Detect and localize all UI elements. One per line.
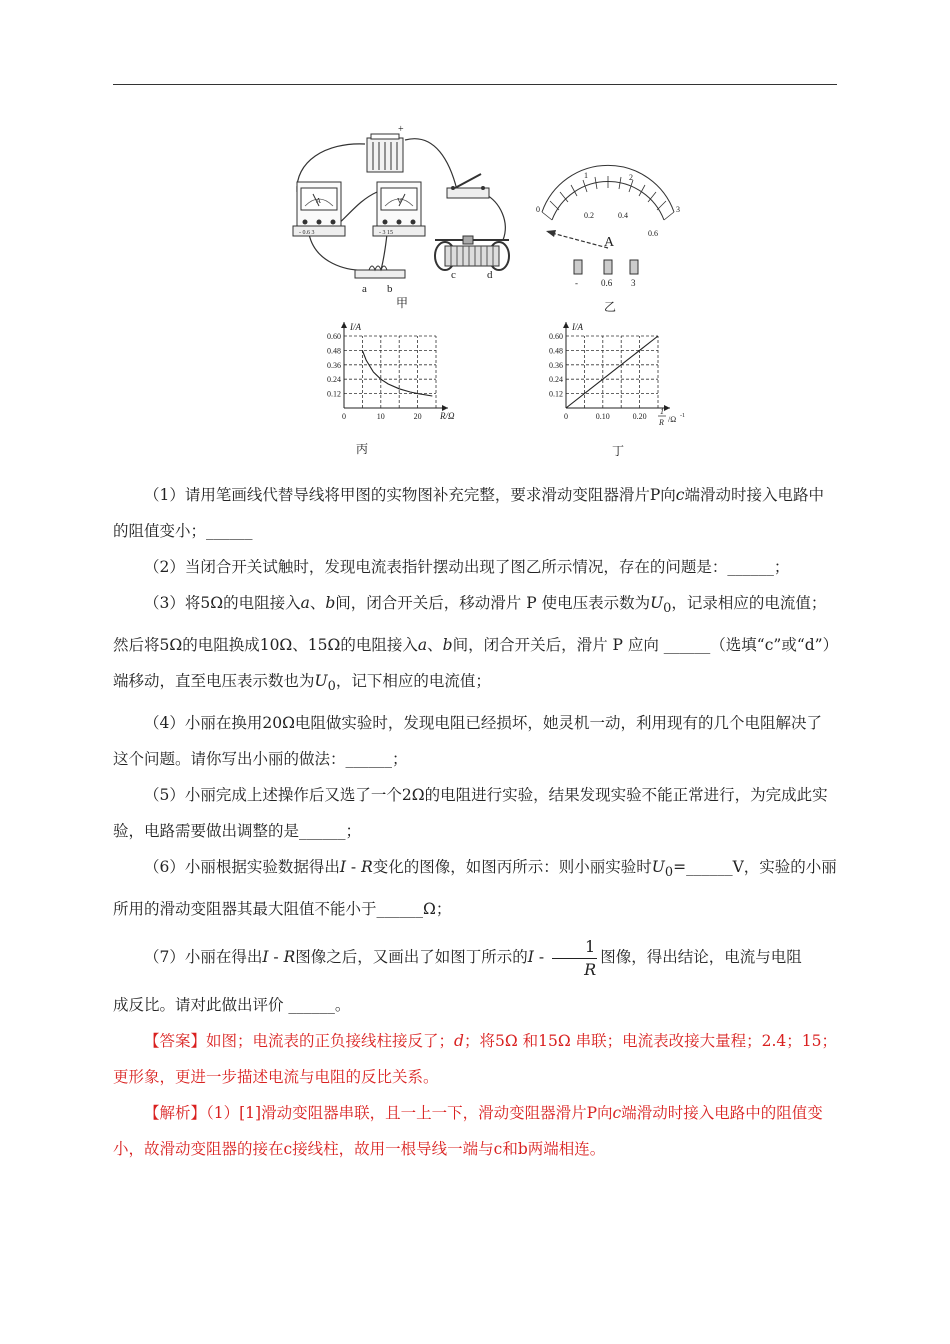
y-tick-label: 0.24 bbox=[327, 375, 341, 385]
battery-plus-label: + bbox=[398, 124, 404, 135]
series-line bbox=[566, 336, 658, 408]
x-tick-label: 10 bbox=[376, 412, 385, 421]
x-axis-label-sup: -1 bbox=[680, 413, 685, 419]
ammeter-terminal-labels: - 0.6 3 bbox=[299, 230, 315, 236]
dial-bottom-02: 0.2 bbox=[584, 211, 594, 220]
analysis-label: 【解析】 bbox=[144, 1104, 207, 1123]
terminal-label-neg: - bbox=[575, 278, 578, 288]
question-5: （5）小丽完成上述操作后又选了一个2Ω的电阻进行实验，结果发现实验不能正常进行，为完成此实验，电路需要做出调整的是______； bbox=[113, 786, 828, 841]
y-tick-label: 0.48 bbox=[327, 346, 341, 356]
y-tick-label: 0.36 bbox=[549, 360, 563, 370]
label-b: b bbox=[387, 283, 393, 295]
dial-bottom-06: 0.6 bbox=[648, 229, 658, 238]
x-axis-label: R/Ω bbox=[440, 411, 455, 421]
chart-ding bbox=[540, 312, 710, 452]
caption-yi: 乙 bbox=[604, 300, 617, 314]
y-axis-label: I/A bbox=[350, 322, 361, 332]
dial-top-0: 0 bbox=[536, 205, 540, 214]
question-3: （3）将5Ω的电阻接入a、b间，闭合开关后，移动滑片 P 使电压表示数为$U_0$，记录相应的电流值；然后将5Ω的电阻换成10Ω、15Ω的电阻接入a、b间，闭合开关后，滑片 P 应向 ______（选填“c”或“d”）端移动，直至电压表示数也为$U_0$，记下相应的电流值； bbox=[113, 594, 831, 695]
resistor-icon bbox=[355, 266, 405, 278]
x-axis-label-unit: /Ω bbox=[668, 415, 677, 424]
voltmeter-letter: V bbox=[397, 197, 403, 205]
y-tick-label: 0.48 bbox=[549, 346, 563, 356]
voltmeter-terminal-labels: - 3 15 bbox=[379, 230, 393, 236]
ammeter-dial-figure-yi bbox=[528, 168, 688, 298]
y-axis-arrow bbox=[563, 322, 569, 328]
caption-ding: 丁 bbox=[612, 444, 625, 458]
terminal-label-3: 3 bbox=[631, 278, 636, 288]
x-axis-label-num: 1 bbox=[660, 407, 664, 416]
dial-top-1: 1 bbox=[584, 171, 588, 180]
questions-block bbox=[113, 477, 837, 1167]
y-tick-label: 0.24 bbox=[549, 375, 563, 385]
y-axis-arrow bbox=[341, 322, 347, 328]
voltmeter-icon bbox=[373, 182, 425, 236]
analysis-paragraph: 【解析】（1）[1]滑动变阻器串联，且一上一下，滑动变阻器滑片P向c端滑动时接入电路中的阻值变小，故滑动变阻器的接在c接线柱，故用一根导线一端与c和b两端相连。 bbox=[113, 1104, 823, 1159]
answer-paragraph: 【答案】如图；电流表的正负接线柱接反了；d；将5Ω 和15Ω 串联；电流表改接大量程；2.4；15；更形象，更进一步描述电流与电阻的反比关系。 bbox=[113, 1032, 837, 1087]
ammeter-icon bbox=[293, 182, 345, 236]
series-line bbox=[362, 350, 432, 396]
ammeter-letter: A bbox=[316, 197, 322, 205]
y-tick-label: 0.60 bbox=[549, 332, 563, 341]
dial-meter-letter: A bbox=[604, 235, 615, 250]
x-axis-arrow bbox=[664, 405, 670, 411]
label-c: c bbox=[451, 269, 456, 281]
circuit-figure-jia bbox=[285, 122, 525, 312]
question-7: （7）小丽在得出I - R图像之后，又画出了如图丁所示的I - $\frac{1}{R}$ 图像，得出结论，电流与电阻 bbox=[144, 936, 802, 979]
y-tick-label: 0.12 bbox=[327, 389, 341, 399]
label-d: d bbox=[487, 269, 493, 281]
caption-jia: 甲 bbox=[396, 296, 409, 310]
question-6: （6）小丽根据实验数据得出I - R变化的图像，如图丙所示：则小丽实验时$U_0=\_\_\_\_\_\_V$，实验的小丽所用的滑动变阻器其最大阻值不能小于______Ω； bbox=[113, 858, 837, 919]
question-4: （4）小丽在换用20Ω电阻做实验时，发现电阻已经损坏，她灵机一动，利用现有的几个电阻解决了这个问题。请你写出小丽的做法：______； bbox=[113, 714, 822, 769]
header-rule bbox=[113, 84, 837, 85]
x-tick-label: 0.20 bbox=[632, 412, 647, 421]
x-tick-label: 20 bbox=[413, 412, 422, 421]
caption-bing: 丙 bbox=[356, 442, 369, 456]
question-1: （1）请用笔画线代替导线将甲图的实物图补充完整，要求滑动变阻器滑片P向c端滑动时接入电路中的阻值变小；______ bbox=[113, 486, 824, 540]
x-axis-label-den: R bbox=[659, 418, 664, 427]
question-7-cont: 成反比。请对此做出评价 ______。 bbox=[113, 996, 351, 1015]
chart-bing bbox=[318, 312, 478, 442]
x-tick-label: 0.10 bbox=[595, 412, 610, 421]
y-axis-label: I/A bbox=[572, 322, 583, 332]
fraction-1-over-r: $\frac{1}{R}$ bbox=[552, 939, 597, 978]
x-tick-label: 0 bbox=[342, 412, 346, 421]
dial-top-3: 3 bbox=[676, 205, 680, 214]
needle-icon bbox=[548, 232, 608, 248]
label-a: a bbox=[362, 283, 367, 295]
dial-top-2: 2 bbox=[629, 173, 633, 182]
y-tick-label: 0.12 bbox=[549, 389, 563, 399]
y-tick-label: 0.36 bbox=[327, 360, 341, 370]
x-tick-label: 0 bbox=[564, 412, 568, 421]
answer-label: 【答案】 bbox=[144, 1032, 207, 1051]
rheostat-icon bbox=[435, 236, 509, 270]
question-2: （2）当闭合开关试触时，发现电流表指针摆动出现了图乙所示情况，存在的问题是：______； bbox=[144, 558, 790, 576]
terminal-icons bbox=[574, 260, 638, 274]
y-tick-label: 0.60 bbox=[327, 332, 341, 341]
dial-bottom-04: 0.4 bbox=[618, 211, 628, 220]
terminal-label-06: 0.6 bbox=[601, 278, 613, 288]
battery-icon bbox=[367, 134, 403, 172]
